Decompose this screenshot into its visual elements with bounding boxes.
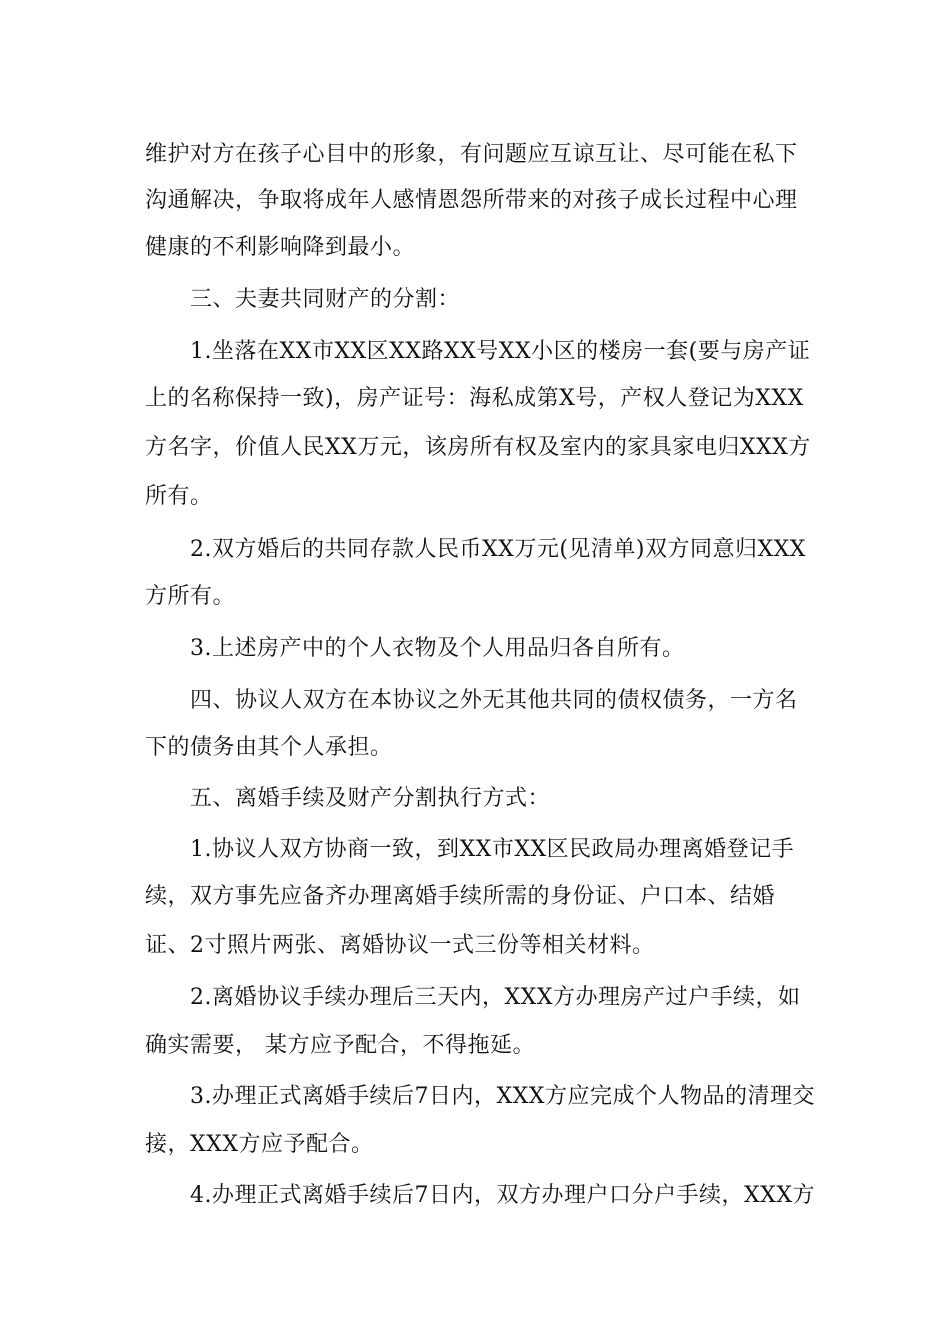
text-line: 方名字，价值人民XX万元，该房所有权及室内的家具家电归XXX方	[145, 435, 811, 460]
text-line: 2.离婚协议手续办理后三天内，XXX方办理房产过户手续，如	[190, 985, 801, 1010]
text-line: 2.双方婚后的共同存款人民币XX万元(见清单)双方同意归XXX	[190, 537, 806, 562]
section-heading: 四、协议人双方在本协议之外无其他共同的债权债务，一方名	[190, 688, 798, 713]
text-line: 所有。	[145, 484, 213, 509]
text-line: 3.办理正式离婚手续后7日内，XXX方应完成个人物品的清理交	[190, 1084, 815, 1109]
text-line: 3.上述房产中的个人衣物及个人用品归各自所有。	[190, 636, 685, 661]
text-line: 4.办理正式离婚手续后7日内，双方办理户口分户手续，XXX方	[190, 1183, 815, 1208]
text-line: 方所有。	[145, 584, 236, 609]
text-line: 续，双方事先应备齐办理离婚手续所需的身份证、户口本、结婚	[145, 884, 776, 909]
text-line: 证、2寸照片两张、离婚协议一式三份等相关材料。	[145, 933, 655, 958]
text-line: 上的名称保持一致)，房产证号：海私成第X号，产权人登记为XXX	[145, 386, 804, 411]
text-line: 下的债务由其个人承担。	[145, 735, 393, 760]
text-line: 接，XXX方应予配合。	[145, 1132, 374, 1157]
text-line: 健康的不利影响降到最小。	[145, 235, 416, 260]
text-line: 沟通解决，争取将成年人感情恩怨所带来的对孩子成长过程中心理	[145, 188, 798, 213]
section-heading: 五、离婚手续及财产分割执行方式：	[190, 786, 551, 811]
section-heading: 三、夫妻共同财产的分割：	[190, 287, 461, 312]
text-line: 1.坐落在XX市XX区XX路XX号XX小区的楼房一套(要与房产证	[190, 339, 811, 364]
text-line: 1.协议人双方协商一致，到XX市XX区民政局办理离婚登记手	[190, 837, 795, 862]
text-line: 确实需要， 某方应予配合，不得拖延。	[145, 1033, 535, 1058]
text-line: 维护对方在孩子心目中的形象，有问题应互谅互让、尽可能在私下	[145, 142, 798, 167]
